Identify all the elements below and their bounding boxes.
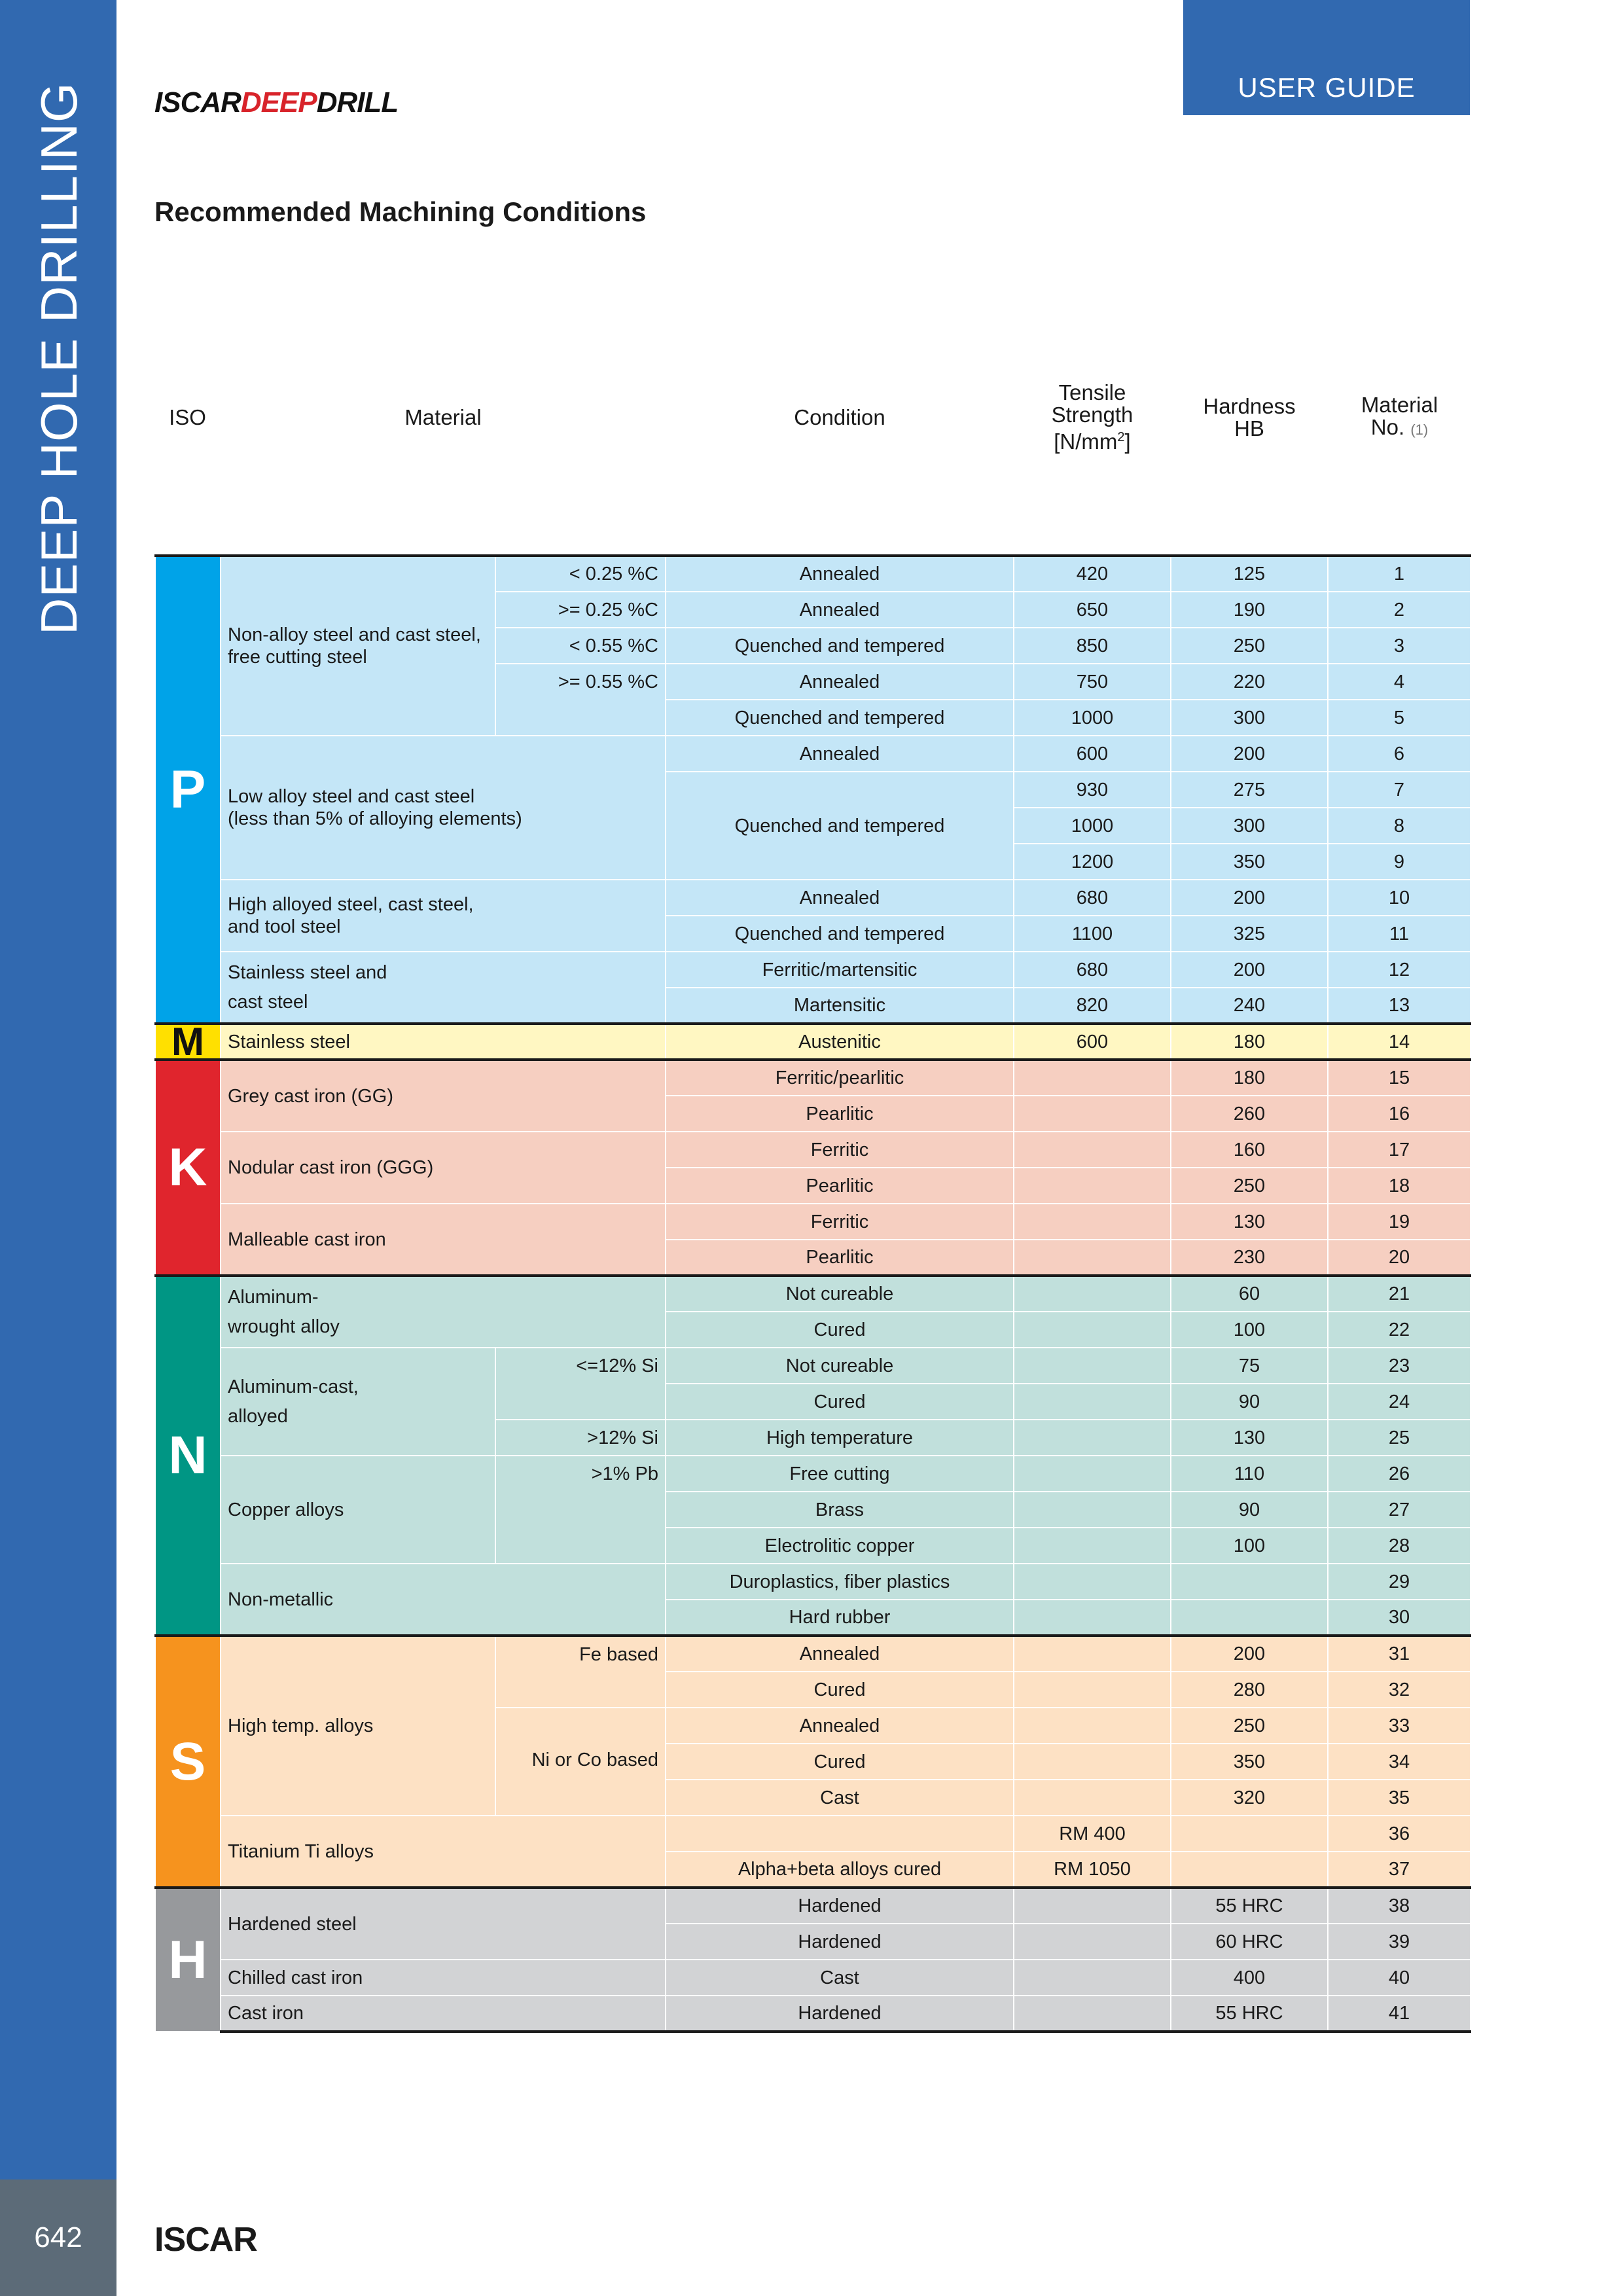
condition-cell: Annealed (666, 1708, 1014, 1744)
hardness-cell: 200 (1171, 952, 1328, 988)
subcondition-cell: >= 0.55 %C (495, 664, 666, 736)
material-no-cell: 23 (1328, 1348, 1471, 1384)
condition-cell: Austenitic (666, 1024, 1014, 1060)
material-no-cell: 40 (1328, 1960, 1471, 1996)
material-no-cell: 9 (1328, 844, 1471, 880)
hardness-cell: 325 (1171, 916, 1328, 952)
material-no-cell: 37 (1328, 1852, 1471, 1888)
material-no-cell: 16 (1328, 1096, 1471, 1132)
table-row (155, 1060, 1471, 1096)
table-row (155, 1996, 1471, 2032)
hardness-cell: 275 (1171, 772, 1328, 808)
hardness-cell: 100 (1171, 1528, 1328, 1564)
header-material: Material (221, 279, 666, 556)
condition-cell: Ferritic (666, 1132, 1014, 1168)
table-row (155, 1888, 1471, 1924)
hardness-cell (1171, 1600, 1328, 1636)
material-cell: Non-alloy steel and cast steel, free cutting steel (221, 556, 495, 736)
material-no-cell: 28 (1328, 1528, 1471, 1564)
hardness-cell: 200 (1171, 880, 1328, 916)
tensile-cell: 930 (1014, 772, 1171, 808)
table-row (155, 1564, 1471, 1600)
tensile-cell: 680 (1014, 952, 1171, 988)
condition-cell: Annealed (666, 664, 1014, 700)
condition-cell: Cast (666, 1780, 1014, 1816)
condition-cell: Hardened (666, 1888, 1014, 1924)
hardness-cell: 60 (1171, 1276, 1328, 1312)
hardness-cell: 200 (1171, 736, 1328, 772)
hardness-cell: 55 HRC (1171, 1996, 1328, 2032)
hardness-cell: 125 (1171, 556, 1328, 592)
hardness-cell: 250 (1171, 1168, 1328, 1204)
hardness-cell: 90 (1171, 1384, 1328, 1420)
sidebar (0, 0, 116, 2179)
tensile-cell (1014, 1060, 1171, 1096)
hardness-cell: 130 (1171, 1204, 1328, 1240)
subcondition-cell: >1% Pb (495, 1456, 666, 1564)
iso-m-badge: M (155, 1024, 221, 1060)
hardness-cell: 350 (1171, 1744, 1328, 1780)
material-cell: Aluminum-cast, alloyed (221, 1348, 495, 1456)
tensile-cell (1014, 1564, 1171, 1600)
condition-cell: Ferritic/martensitic (666, 952, 1014, 988)
tensile-cell: 1000 (1014, 700, 1171, 736)
condition-cell: Ferritic (666, 1204, 1014, 1240)
material-no-cell: 19 (1328, 1204, 1471, 1240)
material-no-cell: 38 (1328, 1888, 1471, 1924)
subcondition-cell: Ni or Co based (495, 1708, 666, 1816)
material-no-cell: 26 (1328, 1456, 1471, 1492)
tensile-cell (1014, 1240, 1171, 1276)
hardness-cell (1171, 1852, 1328, 1888)
tensile-cell (1014, 1924, 1171, 1960)
material-cell: Stainless steel (221, 1024, 666, 1060)
subcondition-cell: Fe based (495, 1636, 666, 1708)
material-no-cell: 4 (1328, 664, 1471, 700)
material-no-cell: 15 (1328, 1060, 1471, 1096)
tensile-cell (1014, 1420, 1171, 1456)
header-hardness: Hardness HB (1171, 279, 1328, 556)
tensile-cell (1014, 1096, 1171, 1132)
material-cell: Hardened steel (221, 1888, 666, 1960)
material-cell: Grey cast iron (GG) (221, 1060, 666, 1132)
material-cell: Low alloy steel and cast steel (less than 5% of alloying elements) (221, 736, 666, 880)
iso-n-badge: N (155, 1276, 221, 1636)
tensile-cell (1014, 1456, 1171, 1492)
condition-cell: Quenched and tempered (666, 628, 1014, 664)
material-cell: Cast iron (221, 1996, 666, 2032)
condition-cell: Electrolitic copper (666, 1528, 1014, 1564)
table-row (155, 1960, 1471, 1996)
header-iso: ISO (155, 279, 221, 556)
hardness-cell: 190 (1171, 592, 1328, 628)
tensile-cell (1014, 1960, 1171, 1996)
hardness-cell: 250 (1171, 1708, 1328, 1744)
table-row (155, 1348, 1471, 1384)
subcondition-cell: >= 0.25 %C (495, 592, 666, 628)
tensile-cell (1014, 1132, 1171, 1168)
hardness-cell: 280 (1171, 1672, 1328, 1708)
condition-cell: Free cutting (666, 1456, 1014, 1492)
material-cell: High alloyed steel, cast steel, and tool steel (221, 880, 666, 952)
condition-cell: Quenched and tempered (666, 772, 1014, 880)
tensile-cell (1014, 1204, 1171, 1240)
material-no-cell: 10 (1328, 880, 1471, 916)
material-cell: Malleable cast iron (221, 1204, 666, 1276)
condition-cell: Ferritic/pearlitic (666, 1060, 1014, 1096)
material-cell: Stainless steel and cast steel (221, 952, 666, 1024)
condition-cell: Not cureable (666, 1348, 1014, 1384)
subcondition-cell: <=12% Si (495, 1348, 666, 1420)
hardness-cell: 110 (1171, 1456, 1328, 1492)
condition-cell: Alpha+beta alloys cured (666, 1852, 1014, 1888)
condition-cell: Quenched and tempered (666, 916, 1014, 952)
material-no-cell: 36 (1328, 1816, 1471, 1852)
condition-cell: Martensitic (666, 988, 1014, 1024)
tensile-cell: 650 (1014, 592, 1171, 628)
material-no-cell: 33 (1328, 1708, 1471, 1744)
tensile-cell (1014, 1168, 1171, 1204)
subcondition-cell: >12% Si (495, 1420, 666, 1456)
material-no-cell: 27 (1328, 1492, 1471, 1528)
table-row (155, 556, 1471, 592)
condition-cell: Cast (666, 1960, 1014, 1996)
tensile-cell (1014, 1312, 1171, 1348)
page-heading: Recommended Machining Conditions (154, 196, 647, 227)
tensile-cell (1014, 1528, 1171, 1564)
table-row (155, 1636, 1471, 1672)
table-row (155, 880, 1471, 916)
condition-cell: Cured (666, 1672, 1014, 1708)
subcondition-cell: < 0.55 %C (495, 628, 666, 664)
tensile-cell (1014, 1492, 1171, 1528)
table-row (155, 952, 1471, 988)
tensile-cell: RM 1050 (1014, 1852, 1171, 1888)
iso-h-badge: H (155, 1888, 221, 2032)
tensile-cell (1014, 1348, 1171, 1384)
tensile-cell (1014, 1780, 1171, 1816)
header-condition: Condition (666, 279, 1014, 556)
side-title: DEEP HOLE DRILLING (30, 82, 88, 635)
material-no-cell: 14 (1328, 1024, 1471, 1060)
header-tensile: Tensile Strength $[N/mm^2]$ (1014, 279, 1171, 556)
tensile-cell: 1200 (1014, 844, 1171, 880)
table-row (155, 1276, 1471, 1312)
material-no-cell: 7 (1328, 772, 1471, 808)
material-no-cell: 34 (1328, 1744, 1471, 1780)
condition-cell: Pearlitic (666, 1096, 1014, 1132)
table-row (155, 736, 1471, 772)
condition-cell: Annealed (666, 880, 1014, 916)
iso-k-badge: K (155, 1060, 221, 1276)
material-cell: Non-metallic (221, 1564, 666, 1636)
material-no-cell: 39 (1328, 1924, 1471, 1960)
material-no-cell: 32 (1328, 1672, 1471, 1708)
tensile-cell (1014, 1708, 1171, 1744)
hardness-cell: 160 (1171, 1132, 1328, 1168)
hardness-cell: 90 (1171, 1492, 1328, 1528)
header-material-no: Material No. (1) (1328, 279, 1471, 556)
material-no-cell: 2 (1328, 592, 1471, 628)
tensile-cell: 600 (1014, 1024, 1171, 1060)
material-no-cell: 13 (1328, 988, 1471, 1024)
tensile-cell (1014, 1600, 1171, 1636)
material-no-cell: 20 (1328, 1240, 1471, 1276)
material-no-cell: 5 (1328, 700, 1471, 736)
iscar-footer-logo: ISCAR (154, 2221, 257, 2259)
material-no-cell: 41 (1328, 1996, 1471, 2032)
hardness-cell (1171, 1816, 1328, 1852)
machining-conditions-table (154, 279, 1471, 2033)
table-header-row (155, 279, 1471, 556)
tensile-cell: 820 (1014, 988, 1171, 1024)
condition-cell: Pearlitic (666, 1168, 1014, 1204)
tensile-cell: 850 (1014, 628, 1171, 664)
condition-cell: Brass (666, 1492, 1014, 1528)
hardness-cell: 320 (1171, 1780, 1328, 1816)
condition-cell: High temperature (666, 1420, 1014, 1456)
condition-cell: Annealed (666, 1636, 1014, 1672)
condition-cell: Cured (666, 1384, 1014, 1420)
table-row (155, 1456, 1471, 1492)
hardness-cell: 350 (1171, 844, 1328, 880)
tensile-cell: RM 400 (1014, 1816, 1171, 1852)
condition-cell: Duroplastics, fiber plastics (666, 1564, 1014, 1600)
table-row (155, 1816, 1471, 1852)
hardness-cell: 55 HRC (1171, 1888, 1328, 1924)
hardness-cell: 60 HRC (1171, 1924, 1328, 1960)
tensile-cell: 750 (1014, 664, 1171, 700)
condition-cell: Pearlitic (666, 1240, 1014, 1276)
iso-s-badge: S (155, 1636, 221, 1888)
table-row (155, 1204, 1471, 1240)
material-cell: Copper alloys (221, 1456, 495, 1564)
iscar-deepdrill-logo: ISCARDEEPDRILL (154, 86, 399, 118)
material-no-cell: 31 (1328, 1636, 1471, 1672)
tensile-cell (1014, 1276, 1171, 1312)
hardness-cell: 230 (1171, 1240, 1328, 1276)
condition-cell: Hard rubber (666, 1600, 1014, 1636)
hardness-cell: 240 (1171, 988, 1328, 1024)
condition-cell: Hardened (666, 1996, 1014, 2032)
hardness-cell: 300 (1171, 700, 1328, 736)
condition-cell: Annealed (666, 592, 1014, 628)
hardness-cell: 250 (1171, 628, 1328, 664)
material-no-cell: 11 (1328, 916, 1471, 952)
hardness-cell: 180 (1171, 1024, 1328, 1060)
table-row (155, 1024, 1471, 1060)
material-no-cell: 12 (1328, 952, 1471, 988)
hardness-cell: 180 (1171, 1060, 1328, 1096)
material-cell: Nodular cast iron (GGG) (221, 1132, 666, 1204)
material-cell: Aluminum- wrought alloy (221, 1276, 666, 1348)
material-no-cell: 22 (1328, 1312, 1471, 1348)
material-cell: High temp. alloys (221, 1636, 495, 1816)
condition-cell: Hardened (666, 1924, 1014, 1960)
page-number: 642 (0, 2179, 116, 2296)
material-no-cell: 6 (1328, 736, 1471, 772)
user-guide-tab: USER GUIDE (1183, 0, 1470, 115)
tensile-cell: 680 (1014, 880, 1171, 916)
hardness-cell: 100 (1171, 1312, 1328, 1348)
tensile-cell: 420 (1014, 556, 1171, 592)
condition-cell: Annealed (666, 736, 1014, 772)
material-no-cell: 35 (1328, 1780, 1471, 1816)
condition-cell: Annealed (666, 556, 1014, 592)
tensile-cell: 1100 (1014, 916, 1171, 952)
condition-cell: Not cureable (666, 1276, 1014, 1312)
tensile-cell (1014, 1672, 1171, 1708)
hardness-cell: 130 (1171, 1420, 1328, 1456)
hardness-cell: 400 (1171, 1960, 1328, 1996)
condition-cell (666, 1816, 1014, 1852)
material-no-cell: 30 (1328, 1600, 1471, 1636)
tensile-cell (1014, 1636, 1171, 1672)
material-no-cell: 21 (1328, 1276, 1471, 1312)
material-no-cell: 24 (1328, 1384, 1471, 1420)
table-row (155, 1132, 1471, 1168)
hardness-cell: 200 (1171, 1636, 1328, 1672)
hardness-cell: 260 (1171, 1096, 1328, 1132)
material-cell: Chilled cast iron (221, 1960, 666, 1996)
material-no-cell: 25 (1328, 1420, 1471, 1456)
material-no-cell: 8 (1328, 808, 1471, 844)
material-no-cell: 18 (1328, 1168, 1471, 1204)
tensile-cell (1014, 1744, 1171, 1780)
condition-cell: Cured (666, 1744, 1014, 1780)
material-no-cell: 17 (1328, 1132, 1471, 1168)
hardness-cell: 75 (1171, 1348, 1328, 1384)
hardness-cell (1171, 1564, 1328, 1600)
material-cell: Titanium Ti alloys (221, 1816, 666, 1888)
material-no-cell: 3 (1328, 628, 1471, 664)
iso-p-badge: P (155, 556, 221, 1024)
tensile-cell (1014, 1888, 1171, 1924)
tensile-cell: 600 (1014, 736, 1171, 772)
tensile-cell (1014, 1384, 1171, 1420)
material-no-cell: 1 (1328, 556, 1471, 592)
tensile-cell (1014, 1996, 1171, 2032)
condition-cell: Cured (666, 1312, 1014, 1348)
hardness-cell: 300 (1171, 808, 1328, 844)
material-no-cell: 29 (1328, 1564, 1471, 1600)
hardness-cell: 220 (1171, 664, 1328, 700)
tensile-cell: 1000 (1014, 808, 1171, 844)
subcondition-cell: < 0.25 %C (495, 556, 666, 592)
condition-cell: Quenched and tempered (666, 700, 1014, 736)
